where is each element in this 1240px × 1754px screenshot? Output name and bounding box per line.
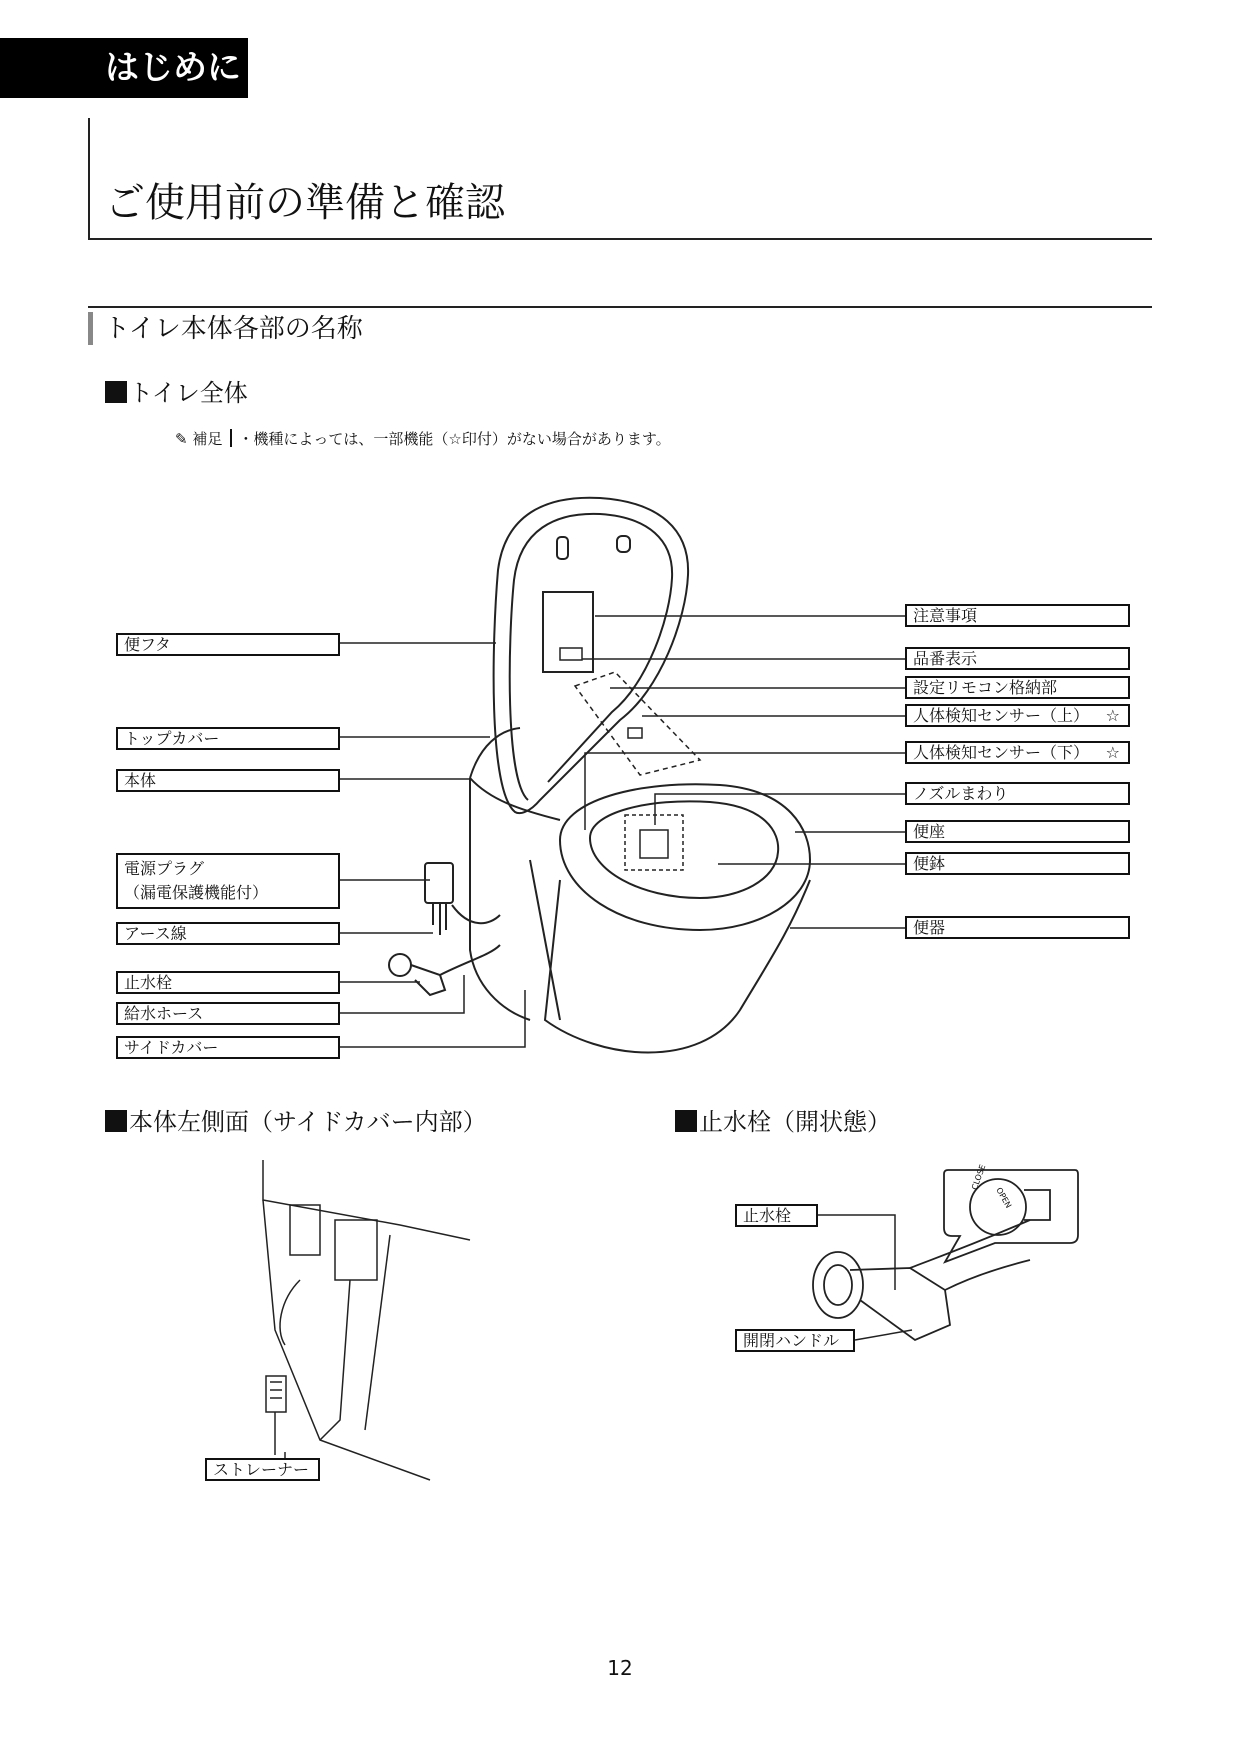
subsection-valve-heading xyxy=(675,1107,891,1137)
dial-open-text: OPEN xyxy=(994,1186,1014,1210)
square-bullet-icon xyxy=(675,1110,697,1132)
note-text: ・機種によっては、一部機能（☆印付）がない場合があります。 xyxy=(238,430,671,448)
label-strainer: ストレーナー xyxy=(205,1458,320,1481)
label-remote-storage: 設定リモコン格納部 xyxy=(905,676,1130,699)
label-power-plug-line1: 電源プラグ xyxy=(124,859,205,878)
page-number: 12 xyxy=(607,1656,633,1680)
label-sensor-lower-text: 人体検知センサー（下） xyxy=(913,743,1090,762)
pencil-icon: ✎ xyxy=(175,430,188,448)
label-valve-handle: 開閉ハンドル xyxy=(735,1329,855,1352)
label-sensor-lower xyxy=(905,741,1130,764)
label-sensor-upper-text: 人体検知センサー（上） xyxy=(913,706,1090,725)
label-stop-valve: 止水栓 xyxy=(116,971,340,994)
dial-close-text: CLOSE xyxy=(970,1163,988,1192)
star-icon: ☆ xyxy=(1105,743,1120,762)
subsection-left-side-heading xyxy=(105,1107,487,1137)
note-label: 補足 xyxy=(192,430,223,448)
subsection-left-side-text: 本体左側面（サイドカバー内部） xyxy=(129,1108,487,1136)
label-bowl: 便鉢 xyxy=(905,852,1130,875)
toilet-illustration xyxy=(389,498,810,1053)
label-seat: 便座 xyxy=(905,820,1130,843)
label-body: 本体 xyxy=(116,769,340,792)
label-caution: 注意事項 xyxy=(905,604,1130,627)
label-top-cover: トップカバー xyxy=(116,727,340,750)
label-earth-wire: アース線 xyxy=(116,922,340,945)
section-tab: はじめに xyxy=(0,38,248,98)
label-water-hose: 給水ホース xyxy=(116,1002,340,1025)
label-toilet: 便器 xyxy=(905,916,1130,939)
label-nozzle: ノズルまわり xyxy=(905,782,1130,805)
label-valve-stop: 止水栓 xyxy=(735,1204,818,1227)
label-power-plug-line2: （漏電保護機能付） xyxy=(124,883,269,902)
leader-lines-left xyxy=(340,643,525,1047)
subsection-valve-text: 止水栓（開状態） xyxy=(699,1108,891,1136)
side-interior-illustration xyxy=(263,1160,470,1480)
valve-illustration xyxy=(813,1170,1078,1340)
label-side-cover: サイドカバー xyxy=(116,1036,340,1059)
page-title: ご使用前の準備と確認 xyxy=(105,180,505,226)
star-icon: ☆ xyxy=(1105,706,1120,725)
subsection-whole-text: トイレ全体 xyxy=(129,379,248,407)
square-bullet-icon xyxy=(105,1110,127,1132)
label-model-display: 品番表示 xyxy=(905,647,1130,670)
label-sensor-upper xyxy=(905,704,1130,727)
label-power-plug xyxy=(116,853,340,909)
leader-lines-right xyxy=(582,616,905,928)
section-heading: トイレ本体各部の名称 xyxy=(104,314,363,344)
leader-lines-valve xyxy=(818,1215,912,1340)
label-lid: 便フタ xyxy=(116,633,340,656)
